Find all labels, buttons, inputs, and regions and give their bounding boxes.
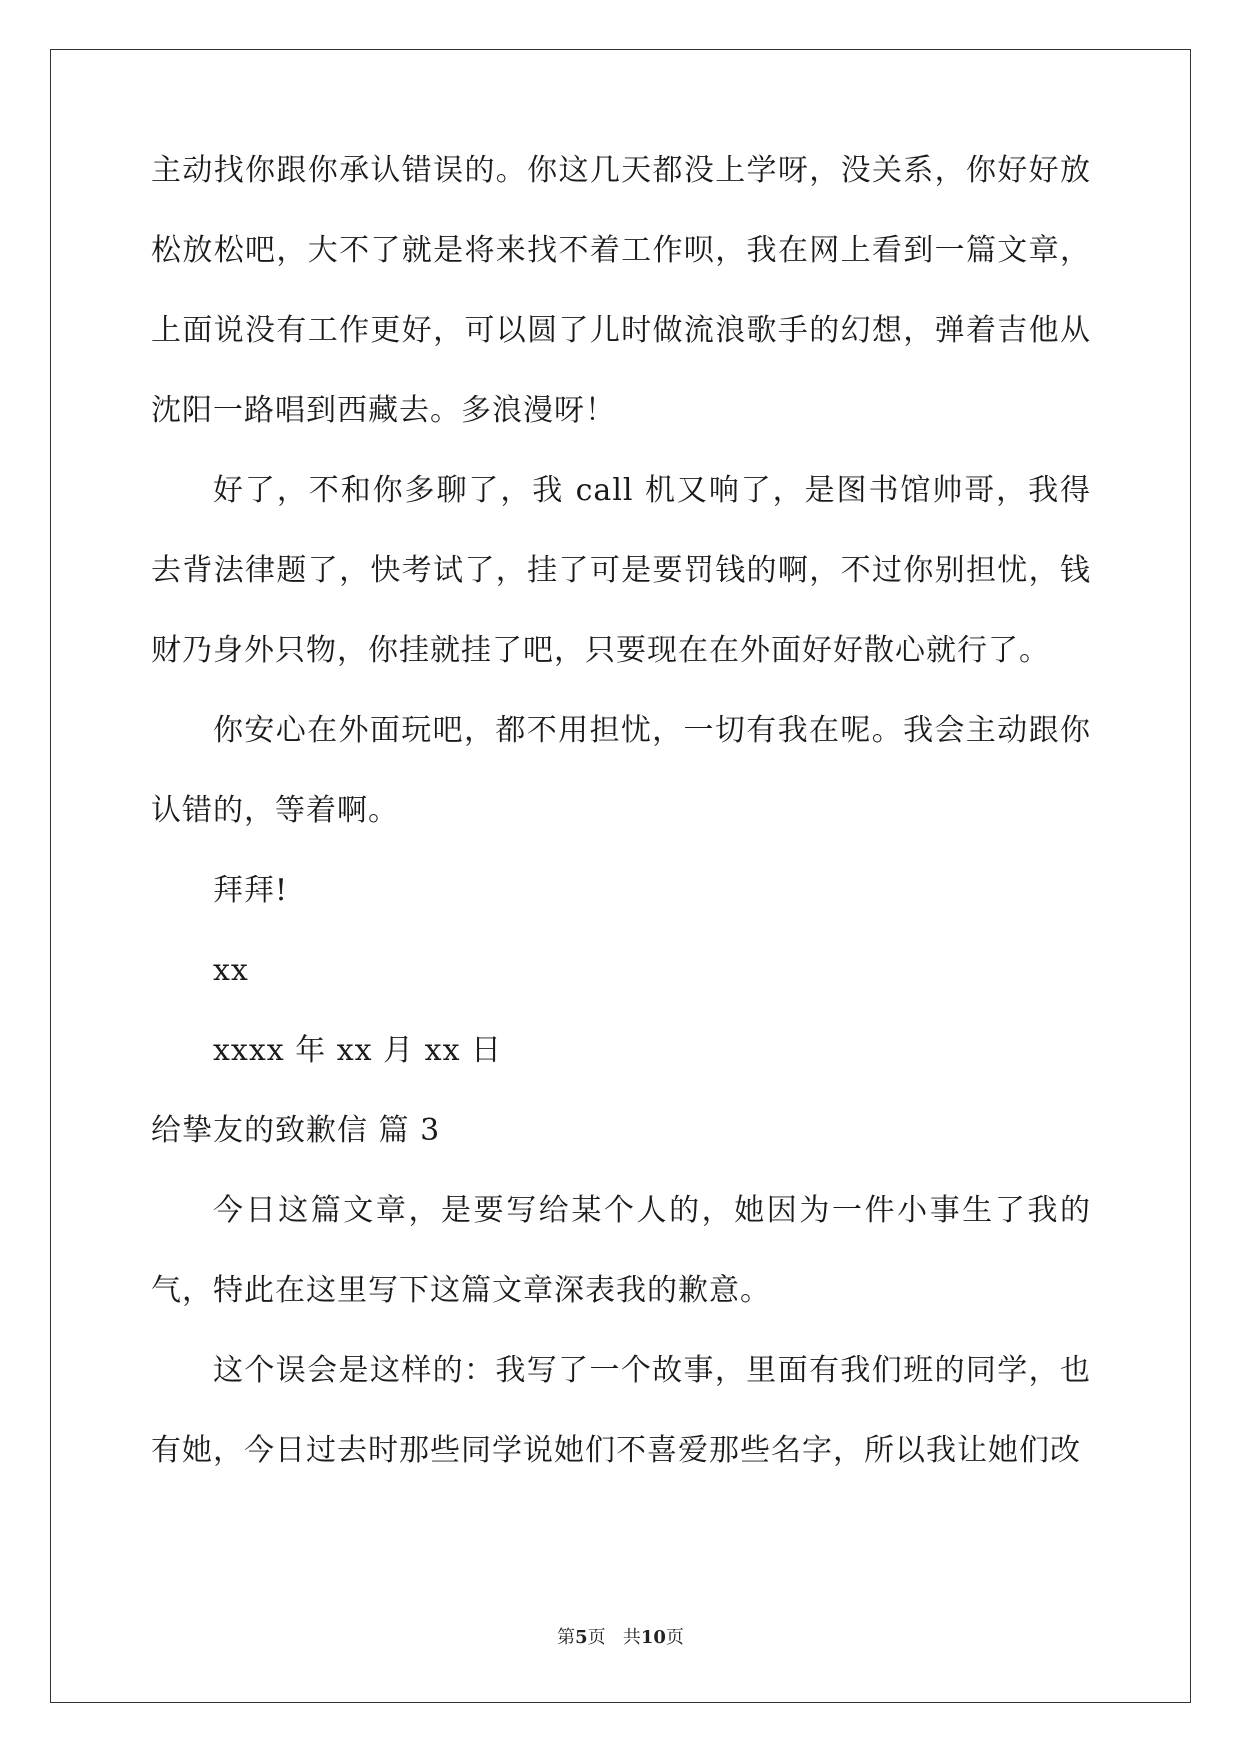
paragraph-call-machine: 好了，不和你多聊了，我 call 机又响了，是图书馆帅哥，我得去背法律题了，快考试了，挂了可是要罚钱的啊，不过你别担忧，钱财乃身外只物，你挂就挂了吧，只要现在在外面好好散心就行了。 [151,473,1091,668]
document-body [151,131,1091,1491]
paragraph-intro: 今日这篇文章，是要写给某个人的，她因为一件小事生了我的气，特此在这里写下这篇文章深表我的歉意。 [151,1193,1091,1308]
total-suffix: 页 [665,1627,684,1648]
page-suffix: 页 [587,1627,606,1648]
page-footer [0,1623,1241,1649]
paragraph-misunderstanding: 这个误会是这样的：我写了一个故事，里面有我们班的同学，也有她，今日过去时那些同学说她们不喜爱那些名字，所以我让她们改 [151,1353,1091,1468]
total-prefix: 共 [622,1627,641,1648]
closing-farewell: 拜拜! [213,873,289,908]
signature-date: xxxx 年 xx 月 xx 日 [213,1033,503,1068]
page-prefix: 第 [557,1627,576,1648]
current-page-number: 5 [575,1627,588,1648]
section-heading: 给挚友的致歉信 篇 3 [151,1113,441,1148]
paragraph-reassurance: 你安心在外面玩吧，都不用担忧，一切有我在呢。我会主动跟你认错的，等着啊。 [151,713,1091,828]
signature-name: xx [213,953,249,988]
total-page-number: 10 [640,1627,666,1648]
paragraph-continuation: 主动找你跟你承认错误的。你这几天都没上学呀，没关系，你好好放松放松吧，大不了就是将来找不着工作呗，我在网上看到一篇文章，上面说没有工作更好，可以圆了儿时做流浪歌手的幻想，弹着吉他从沈阳一路唱到西藏去。多浪漫呀！ [151,153,1091,428]
